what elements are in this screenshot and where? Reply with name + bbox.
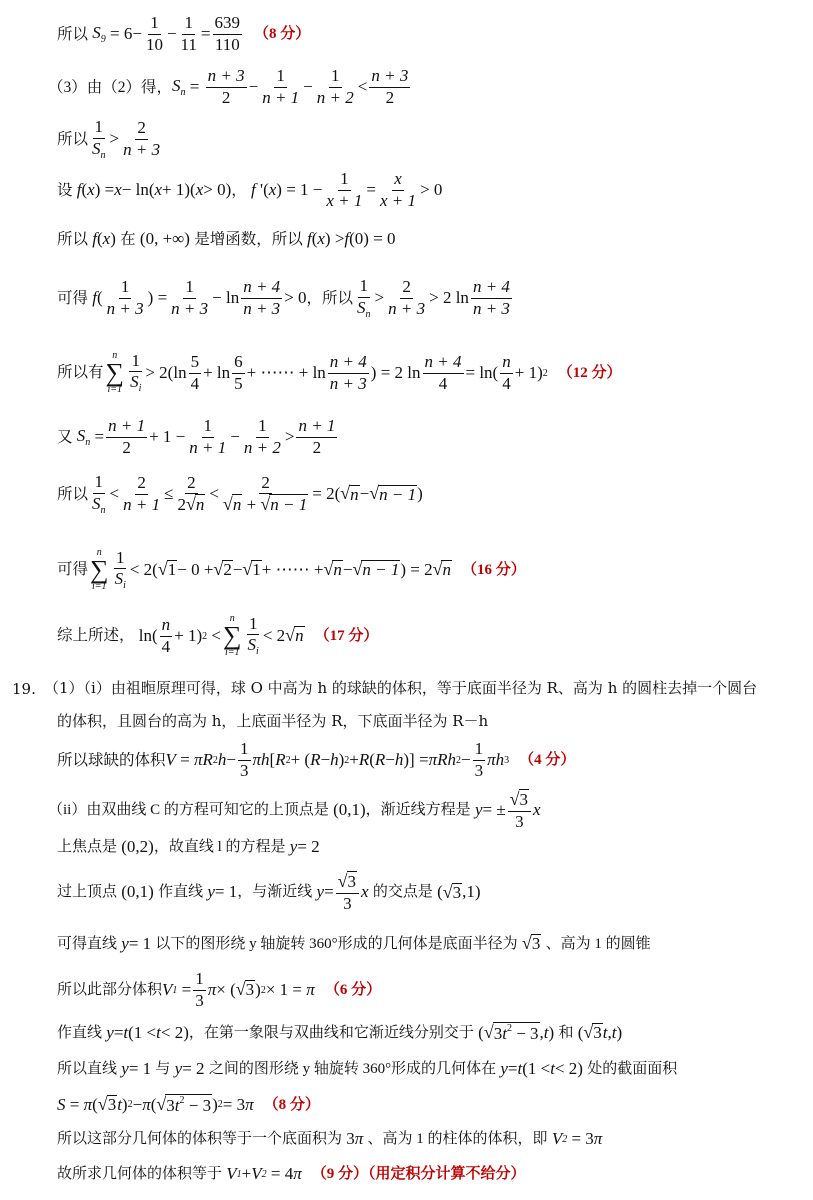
line-inverse: 所以 $\frac{1}{S_n}$ > $\frac{2}{n + 3}$ — [57, 117, 161, 161]
fraction: $\frac{5}{4}$ — [190, 351, 200, 393]
q19-line-t: 作直线 y = t (1 < t < 2) ，在第一象限与双曲线和它渐近线分别交于 ( √ $3t^2 - 3$ , t ) 和 ( √ 3 t , t ) — [57, 1021, 623, 1043]
text: 所以球缺的体积 — [57, 751, 166, 769]
text: ，故直线 l 的方程是 — [153, 839, 286, 856]
fraction: $\frac{1}{x + 1}$ — [326, 169, 363, 210]
fraction: $\frac{1}{n + 3}$ — [106, 277, 144, 318]
fraction: $\frac{n + 3}{2}$ — [371, 66, 409, 107]
text: 以下的图形绕 y 轴旋转 360°形成的几何体是底面半径为 — [155, 935, 518, 952]
text: 所以这部分几何体的体积等于一个底面积为 — [57, 1131, 343, 1148]
fraction: $\frac{n}{4}$ — [161, 614, 171, 656]
text: 的体积，且圆台的高为 h，上底面半径为 R，下底面半径为 R－h — [57, 712, 489, 730]
fraction: $\frac{1}{3}$ — [474, 739, 484, 780]
q19-hyperbola: （ii）由双曲线 C 的方程可知它的上顶点是 (0,1) ，渐近线方程是 y = ± $\frac{√3}{3}$ x — [48, 789, 541, 831]
line-sn-again: 又 $S_n$ = $\frac{n + 1}{2}$ + 1 − $\frac{1}{n + 1}$ − $\frac{1}{n + 2}$ > $\frac{n + 1}{2}$ — [57, 416, 336, 457]
text: （3）由（2）得， — [48, 78, 173, 96]
fraction: $\frac{n + 4}{n + 3}$ — [329, 351, 367, 393]
text: 、高为 1 的柱体的体积，即 — [367, 1131, 548, 1148]
fraction: $\frac{2}{n + 1}$ — [123, 473, 161, 514]
text: 作直线 — [158, 884, 204, 901]
question-number: 19. — [12, 680, 36, 698]
line-conclusion: 综上所述， ln( $\frac{n}{4}$ + 1) 2 < n ∑ i=1 $\frac{1}{S_i}$ < 2 √ n （17 分） — [57, 613, 379, 658]
text: 可得直线 — [57, 935, 118, 952]
text: 在 — [120, 230, 136, 248]
fraction: $\frac{n + 3}{2}$ — [207, 66, 245, 107]
fraction: $\frac{2}{2√n}$ — [177, 472, 205, 515]
text: 过上顶点 — [57, 884, 118, 901]
fraction: $\frac{1}{3}$ — [240, 739, 249, 780]
text: 作直线 — [57, 1024, 103, 1041]
text: （1）（i）由祖暅原理可得，球 O 中高为 h 的球缺的体积，等于底面半径为 R、高为 h 的圆柱去掉一个圆台 — [44, 679, 758, 697]
q19-v1: 所以此部分体积 V 1 = $\frac{1}{3}$ π × ( √ 3 ) 2 × 1 = π （6 分） — [57, 969, 382, 1010]
fraction: $\frac{6}{5}$ — [234, 351, 243, 393]
fraction: $\frac{1}{n + 1}$ — [262, 66, 300, 107]
text: 的交点是 — [372, 884, 433, 901]
line-increasing: 所以 f ( x ) 在 (0, +∞) 是增函数，所以 f ( x ) > f (0) = 0 — [57, 229, 396, 248]
q19-v2: 所以这部分几何体的体积等于一个底面积为 3 π 、高为 1 的柱体的体积，即 V 2 = 3 π — [57, 1129, 603, 1148]
text: 所以 — [57, 130, 89, 148]
fraction: $\frac{1}{S_i}$ — [114, 547, 126, 592]
q19-total: 故所求几何体的体积等于 V 1 + V 2 = 4 π （9 分）（用定积分计算不给分） — [57, 1164, 526, 1183]
fraction: $\frac{1}{n + 2}$ — [243, 416, 281, 457]
line-sum-upper: 可得 n ∑ i=1 $\frac{1}{S_i}$ < 2( √ 1 − 0 + √ 2 − √ 1 + ⋯⋯ + √ n − √ n − 1 ) = 2 √ n （16 分） — [57, 547, 526, 592]
math: $S_9$ — [88, 22, 106, 45]
fraction: $\frac{n}{4}$ — [502, 351, 511, 393]
text: 所以有 — [57, 364, 104, 382]
fraction: $\frac{1}{S_i}$ — [247, 613, 259, 658]
score-badge: （9 分）（用定积分计算不给分） — [311, 1166, 526, 1183]
q19-cone: 可得直线 y = 1 以下的图形绕 y 轴旋转 360°形成的几何体是底面半径为 √ 3 、高为 1 的圆锥 — [57, 933, 651, 954]
fraction: $\frac{n + 1}{2}$ — [108, 416, 146, 457]
fraction: $\frac{1}{S_i}$ — [130, 350, 142, 395]
q19-volume-formula: 所以球缺的体积 V = πR 2 h − $\frac{1}{3}$ πh [ R 2 + ( R − h ) 2 + R ( R − h )] = πRh 2 − $\frac{1}{3}$ πh 3 （4 分） — [57, 739, 576, 780]
fraction: $\frac{1}{S_n}$ — [92, 117, 106, 161]
fraction: $\frac{1}{n + 3}$ — [171, 277, 209, 318]
line-define-f: 设 f ( x ) = x − ln( x + 1)( x > 0) ， f '( x ) = 1 − $\frac{1}{x + 1}$ = $\frac{x}{x + 1}$ > 0 — [57, 169, 443, 210]
text: 和 — [558, 1024, 574, 1041]
q19-intersection: 过上顶点 (0,1) 作直线 y = 1 ，与渐近线 y = $\frac{√3}{3}$ x 的交点是 ( √ 3 ,1) — [57, 871, 481, 913]
q19-section: 所以直线 y = 1 与 y = 2 之间的图形绕 y 轴旋转 360°形成的几何体在 y = t (1 < t < 2) 处的截面面积 — [57, 1059, 678, 1078]
text: 处的截面面积 — [587, 1061, 678, 1078]
score-badge: （6 分） — [324, 981, 382, 998]
fraction: $\frac{1}{n + 2}$ — [316, 66, 354, 107]
fraction: $\frac{639}{110}$ — [214, 13, 241, 54]
text: 又 — [57, 428, 73, 446]
fraction: $\frac{1}{11}$ — [180, 13, 197, 54]
fraction: $\frac{1}{n + 1}$ — [189, 416, 227, 457]
fraction: $\frac{n + 1}{2}$ — [298, 416, 336, 457]
fraction: $\frac{√3}{3}$ — [336, 872, 359, 913]
line-sqrt-bound: 所以 $\frac{1}{S_n}$ < $\frac{2}{n + 1}$ ≤ $\frac{2}{2√n}$ < $\frac{2}{√n + √n - 1}$ = 2( √ n − √ n − 1 ) — [57, 472, 423, 516]
text: 可得 — [57, 289, 89, 307]
score-badge: （12 分） — [557, 364, 622, 381]
fraction: $\frac{√3}{3}$ — [508, 790, 531, 831]
fraction: $\frac{n + 4}{n + 3}$ — [472, 277, 510, 318]
text: ，渐近线方程是 — [365, 802, 471, 819]
line-fn-ineq: 可得 f ( $\frac{1}{n + 3}$ ) = $\frac{1}{n + 3}$ − ln $\frac{n + 4}{n + 3}$ > 0 ，所以 $\frac{1}{S_n}$ > $\frac{2}{n + 3}$ > 2 ln $\frac{n + 4}{n + 3}$ — [57, 276, 510, 320]
line-part3: （3）由（2）得， $S_n$ = $\frac{n + 3}{2}$ − $\frac{1}{n + 1}$ − $\frac{1}{n + 2}$ < $\frac{n + 3}{2}$ — [48, 66, 409, 107]
fraction: $\frac{n + 4}{4}$ — [424, 351, 462, 393]
text: 之间的图形绕 y 轴旋转 360°形成的几何体在 — [208, 1061, 497, 1078]
text: ， — [231, 181, 247, 199]
text: 是增函数，所以 — [194, 230, 303, 248]
text: ，在第一象限与双曲线和它渐近线分别交于 — [188, 1024, 474, 1041]
fraction: $\frac{1}{S_n}$ — [92, 472, 106, 516]
fraction: $\frac{1}{S_n}$ — [357, 276, 371, 320]
text: 所以此部分体积 — [57, 981, 163, 998]
text: ，与渐近线 — [237, 884, 313, 901]
text: ，所以 — [306, 289, 354, 307]
text: 所以直线 — [57, 1061, 118, 1078]
text: 上焦点是 — [57, 839, 118, 856]
score-badge: （8 分） — [254, 25, 311, 42]
line-s9: 所以 $S_9$ = 6− $\frac{1}{10}$ − $\frac{1}{11}$ = $\frac{639}{110}$ （8 分） — [57, 13, 311, 54]
fraction: $\frac{1}{3}$ — [195, 969, 204, 1010]
score-badge: （17 分） — [314, 627, 379, 644]
q19-focus: 上焦点是 (0,2) ，故直线 l 的方程是 y = 2 — [57, 837, 320, 856]
fraction: $\frac{x}{x + 1}$ — [380, 169, 417, 210]
summation: n ∑ i=1 — [90, 547, 109, 592]
text: 综上所述， — [57, 627, 135, 645]
q19-area: S = π ( √ 3 t ) 2 − π ( √ $3t^2 - 3$ ) 2 = 3 π （8 分） — [57, 1093, 320, 1115]
text: 设 — [57, 181, 73, 199]
fraction: $\frac{2}{n + 3}$ — [123, 118, 161, 159]
score-badge: （8 分） — [263, 1096, 320, 1113]
text: 可得 — [57, 561, 89, 579]
text: （ii）由双曲线 C 的方程可知它的上顶点是 — [48, 802, 329, 819]
text: 所以 — [57, 25, 89, 43]
score-badge: （16 分） — [461, 561, 526, 578]
fraction: $\frac{2}{n + 3}$ — [388, 277, 426, 318]
text: 、高为 1 的圆锥 — [545, 935, 651, 952]
text: 所以 — [57, 230, 89, 248]
fraction: $\frac{n + 4}{n + 3}$ — [243, 277, 281, 318]
fraction: $\frac{2}{√n + √n - 1}$ — [222, 472, 308, 515]
fraction: $\frac{1}{10}$ — [145, 13, 163, 54]
text: 所以 — [57, 485, 89, 503]
q19-para2 — [57, 713, 488, 730]
line-sum-lower: 所以有 n ∑ i=1 $\frac{1}{S_i}$ > 2(ln $\frac{5}{4}$ + ln $\frac{6}{5}$ + ⋯⋯ + ln $\frac{n + 4}{n + 3}$ ) = 2 ln $\frac{n + 4}{4}$ = ln( $\frac{n}{4}$ + 1) 2 （12 分） — [57, 350, 622, 395]
summation: n ∑ i=1 — [105, 350, 125, 395]
text: 故所求几何体的体积等于 — [57, 1166, 223, 1183]
q19-para1 — [44, 680, 757, 697]
summation: n ∑ i=1 — [223, 613, 242, 658]
text: 与 — [155, 1061, 171, 1078]
score-badge: （4 分） — [519, 751, 576, 768]
